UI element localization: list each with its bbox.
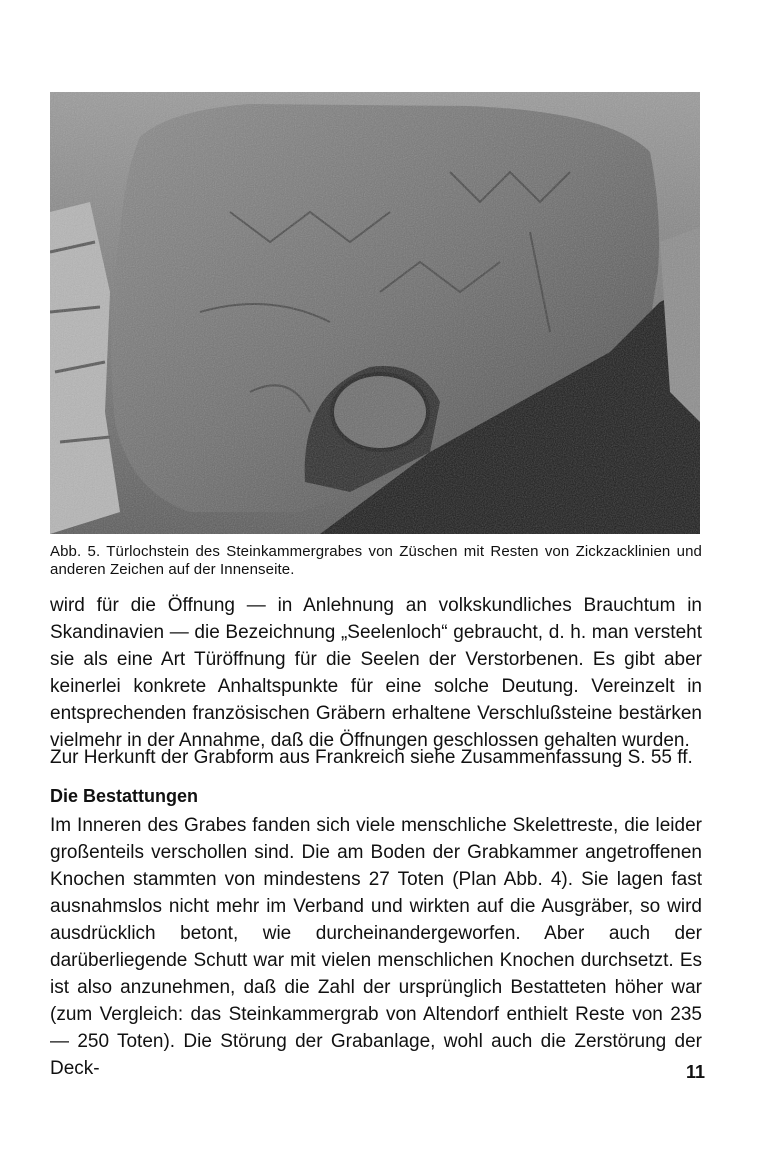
figure-photo-stone-slab — [50, 92, 700, 534]
page-number: 11 — [685, 1062, 705, 1082]
paragraph-bestattungen: Im Inneren des Grabes fanden sich viele menschliche Skelettreste, die leider großenteils verschollen sind. Die am Boden der Grabkammer angetroffenen Knochen stammten von mindestens 27 Toten (Plan Abb. 4). Sie lagen fast ausnahmslos nicht mehr im Verband und wirkten auf die Ausgräber, so wird ausdrücklich betont, wie durcheinandergeworfen. Aber auch der darüberliegende Schutt war mit vielen menschlichen Knochen durchsetzt. Es ist also anzunehmen, daß die Zahl der ursprünglich Bestatteten höher war (zum Vergleich: das Steinkammergrab von Altendorf enthielt Reste von 235 — 250 Toten). Die Störung der Grabanlage, wohl auch die Zerstörung der Deck- — [50, 815, 702, 1079]
stone-slab-photo — [50, 92, 700, 534]
section-heading: Die Bestattungen — [50, 786, 199, 806]
figure-caption: Abb. 5. Türlochstein des Steinkammergrabes von Züschen mit Resten von Zickzacklinien und anderen Zeichen auf der Innenseite. — [50, 543, 702, 578]
paragraph-seelenloch: wird für die Öffnung — in Anlehnung an volkskundliches Brauchtum in Skandinavien — die Bezeichnung „Seelenloch“ gebraucht, d. h. man versteht sie als eine Art Türöffnung für die Seelen der Verstorbenen. Es gibt aber keinerlei konkrete Anhaltspunkte für eine solche Deutung. Vereinzelt in entsprechenden französischen Gräbern erhaltene Verschlußsteine bestärken vielmehr in der Annahme, daß die Öffnungen geschlossen gehalten wurden. — [50, 595, 702, 751]
paragraph-herkunft: Zur Herkunft der Grabform aus Frankreich siehe Zusammenfassung S. 55 ff. — [50, 747, 693, 768]
